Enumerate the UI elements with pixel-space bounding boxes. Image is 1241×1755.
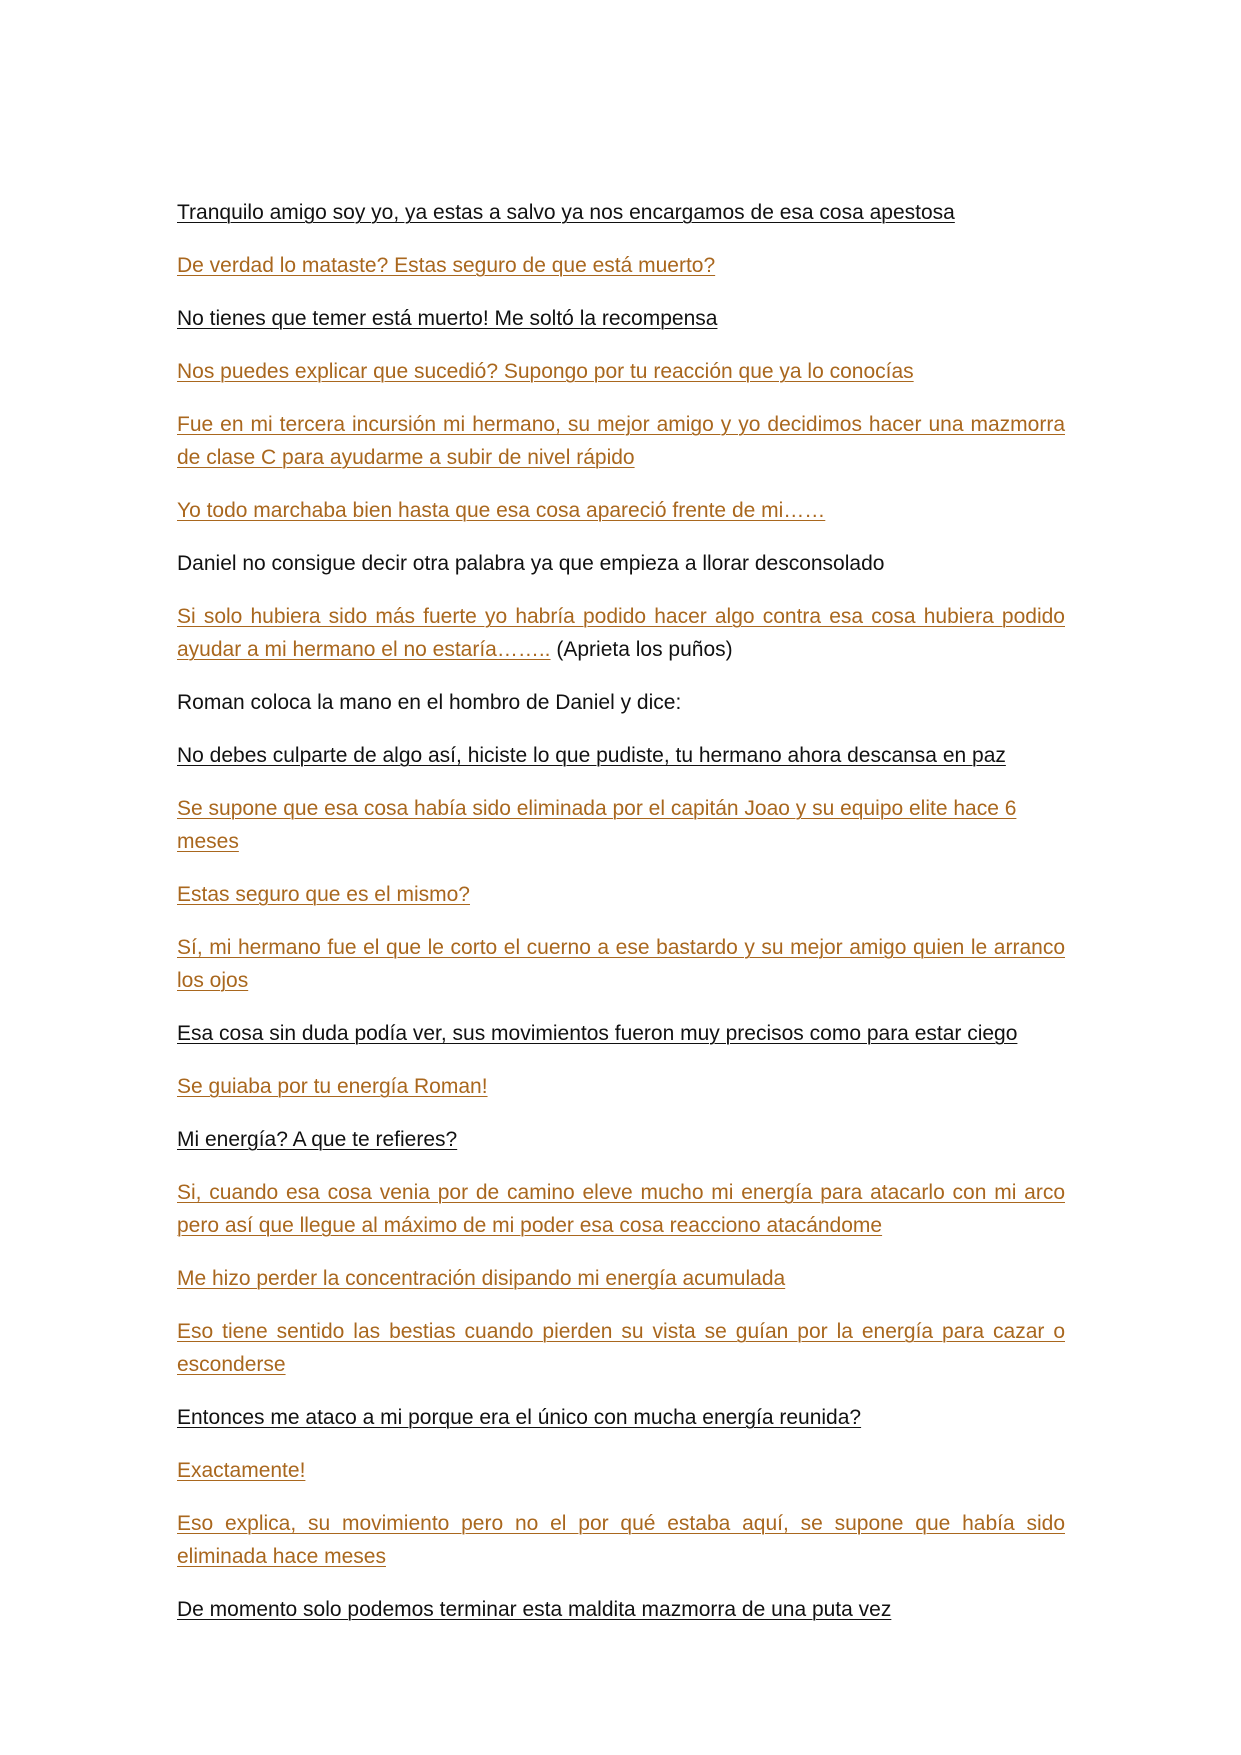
paragraph <box>177 1593 1065 1626</box>
paragraph <box>177 1176 1065 1242</box>
dialogue-line: Eso explica, su movimiento pero no el por qué estaba aquí, se supone que había sido eliminada hace meses <box>177 1512 1065 1568</box>
dialogue-line: Se guiaba por tu energía Roman! <box>177 1075 488 1098</box>
dialogue-line: Mi energía? A que te refieres? <box>177 1128 458 1151</box>
dialogue-line: Se supone que esa cosa había sido eliminada por el capitán Joao y su equipo elite hace 6 meses <box>177 797 1017 853</box>
dialogue-line: Eso tiene sentido las bestias cuando pierden su vista se guían por la energía para cazar o esconderse <box>177 1320 1065 1376</box>
paragraph <box>177 1123 1065 1156</box>
paragraph <box>177 1262 1065 1295</box>
paragraph <box>177 878 1065 911</box>
paragraph <box>177 196 1065 229</box>
paragraph <box>177 547 1065 580</box>
dialogue-line: Estas seguro que es el mismo? <box>177 883 470 906</box>
dialogue-line: Exactamente! <box>177 1459 306 1482</box>
paragraph <box>177 686 1065 719</box>
paragraph <box>177 739 1065 772</box>
dialogue-line: Yo todo marchaba bien hasta que esa cosa apareció frente de mi…… <box>177 499 826 522</box>
paragraph <box>177 355 1065 388</box>
paragraph <box>177 600 1065 666</box>
paragraph <box>177 792 1065 858</box>
dialogue-line: No tienes que temer está muerto! Me soltó la recompensa <box>177 307 718 330</box>
paragraph <box>177 302 1065 335</box>
dialogue-line: De verdad lo mataste? Estas seguro de que está muerto? <box>177 254 716 277</box>
dialogue-line: Nos puedes explicar que sucedió? Supongo por tu reacción que ya lo conocías <box>177 360 914 383</box>
narration-line: Daniel no consigue decir otra palabra ya que empieza a llorar desconsolado <box>177 552 885 575</box>
paragraph <box>177 249 1065 282</box>
stage-direction: (Aprieta los puños) <box>556 638 733 661</box>
dialogue-line: Esa cosa sin duda podía ver, sus movimientos fueron muy precisos como para estar ciego <box>177 1022 1018 1045</box>
paragraph <box>177 1401 1065 1434</box>
paragraph <box>177 1070 1065 1103</box>
paragraph <box>177 1507 1065 1573</box>
dialogue-line: Entonces me ataco a mi porque era el único con mucha energía reunida? <box>177 1406 862 1429</box>
dialogue-line: De momento solo podemos terminar esta maldita mazmorra de una puta vez <box>177 1598 892 1621</box>
narration-line: Roman coloca la mano en el hombro de Daniel y dice: <box>177 691 682 714</box>
dialogue-line: No debes culparte de algo así, hiciste lo que pudiste, tu hermano ahora descansa en paz <box>177 744 1006 767</box>
dialogue-line: Fue en mi tercera incursión mi hermano, su mejor amigo y yo decidimos hacer una mazmorra de clase C para ayudarme a subir de nivel rápido <box>177 413 1065 469</box>
paragraph <box>177 408 1065 474</box>
dialogue-line: Sí, mi hermano fue el que le corto el cuerno a ese bastardo y su mejor amigo quien le arranco los ojos <box>177 936 1065 992</box>
document-body <box>177 196 1065 1646</box>
dialogue-line: Si solo hubiera sido más fuerte yo habría podido hacer algo contra esa cosa hubiera podido ayudar a mi hermano el no estaría…….. <box>177 605 1065 661</box>
paragraph <box>177 1315 1065 1381</box>
paragraph <box>177 1017 1065 1050</box>
dialogue-line: Si, cuando esa cosa venia por de camino eleve mucho mi energía para atacarlo con mi arco pero así que llegue al máximo de mi poder esa cosa reacciono atacándome <box>177 1181 1065 1237</box>
paragraph <box>177 494 1065 527</box>
paragraph <box>177 931 1065 997</box>
paragraph <box>177 1454 1065 1487</box>
dialogue-line: Tranquilo amigo soy yo, ya estas a salvo ya nos encargamos de esa cosa apestosa <box>177 201 955 224</box>
dialogue-line: Me hizo perder la concentración disipando mi energía acumulada <box>177 1267 786 1290</box>
